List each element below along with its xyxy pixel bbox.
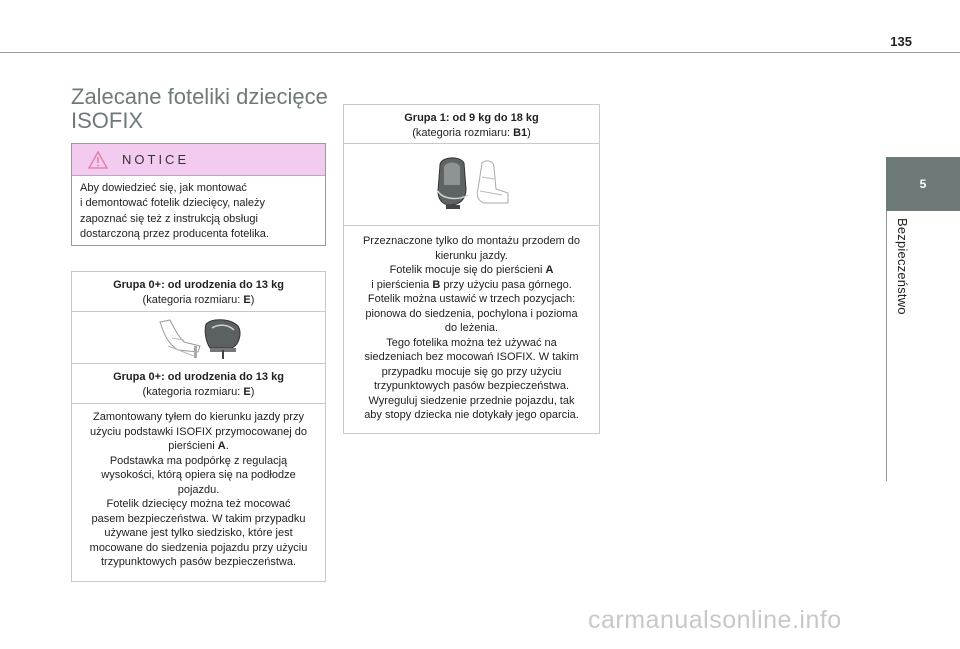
group1-heading: Grupa 1: od 9 kg do 18 kg	[404, 112, 539, 124]
desc-line	[72, 439, 325, 454]
chapter-divider	[886, 211, 887, 481]
ring-label: A	[217, 440, 226, 452]
group1-description	[344, 226, 599, 423]
header-rule	[0, 52, 960, 53]
desc-line: pojazdu.	[177, 483, 220, 496]
desc-line	[344, 263, 599, 278]
group0-heading: Grupa 0+: od urodzenia do 13 kg	[113, 279, 284, 291]
page-title	[71, 85, 341, 133]
category-value: E	[243, 385, 251, 398]
category-prefix: (kategoria rozmiaru:	[142, 293, 244, 306]
page-number: 135	[890, 34, 912, 49]
group1-seat-card	[343, 104, 600, 434]
desc-line: trzypunktowych pasów bezpieczeństwa.	[100, 556, 297, 568]
ring-label: A	[545, 264, 554, 276]
desc-line: trzypunktowych pasów bezpieczeństwa.	[373, 380, 570, 392]
group0-category	[72, 293, 325, 308]
desc-line: kierunku jazdy.	[435, 249, 508, 262]
notice-box	[71, 143, 326, 246]
desc-line: do leżenia.	[444, 322, 499, 334]
desc-line: Wyreguluj siedzenie przednie pojazdu, tak	[368, 394, 575, 407]
desc-text: przy użyciu pasa górnego.	[440, 278, 572, 291]
category-suffix: )	[250, 385, 255, 398]
desc-line: użyciu podstawki ISOFIX przymocowanej do	[89, 425, 308, 438]
desc-line: przypadku mocuje się go przy użyciu	[381, 365, 562, 378]
desc-line: Tego fotelika można też używać na	[386, 336, 557, 349]
chapter-title: Bezpieczeństwo	[895, 218, 910, 315]
category-value: E	[243, 293, 251, 306]
page-title-line1: Zalecane foteliki dziecięce	[71, 84, 328, 109]
desc-text: i pierścienia	[371, 278, 433, 291]
rear-facing-seat-with-base-illustration	[154, 316, 244, 360]
site-watermark[interactable]: carmanualsonline.info	[588, 606, 842, 634]
group0-description	[72, 404, 325, 570]
desc-line: mocowane do siedzenia pojazdu przy użyciu	[89, 541, 308, 554]
category-prefix: (kategoria rozmiaru:	[142, 385, 244, 398]
desc-line: wysokości, którą opiera się na podłodze	[101, 469, 296, 481]
desc-line: używane jest tylko siedzisko, które jest	[104, 527, 293, 539]
desc-text: Fotelik mocuje się do pierścieni	[389, 264, 546, 276]
category-suffix: )	[250, 293, 255, 306]
notice-line: i demontować fotelik dziecięcy, należy	[80, 197, 266, 210]
group1-image-cell	[344, 144, 599, 226]
notice-line: dostarczoną przez producenta fotelika.	[80, 228, 269, 241]
desc-line: Zamontowany tyłem do kierunku jazdy przy	[93, 411, 304, 423]
desc-line: Przeznaczone tylko do montażu przodem do	[362, 235, 581, 247]
desc-text: .	[225, 440, 229, 452]
forward-facing-seat-illustration	[432, 155, 512, 215]
group0-heading-cell	[72, 272, 325, 312]
desc-line	[344, 278, 599, 293]
warning-triangle-icon	[88, 151, 108, 169]
desc-line: pionowa do siedzenia, pochylona i pozioma	[365, 307, 578, 320]
group0-image-cell	[72, 312, 325, 364]
desc-line: aby stopy dziecka nie dotykały jego oparcia.	[364, 409, 579, 421]
category-prefix: (kategoria rozmiaru:	[412, 126, 514, 139]
category-value: B1	[513, 126, 528, 139]
notice-header	[72, 144, 325, 176]
chapter-tab[interactable]: 5	[886, 157, 960, 211]
desc-line: Fotelik można ustawić w trzech pozycjach:	[367, 293, 576, 305]
category-suffix: )	[527, 126, 531, 139]
notice-line: Aby dowiedzieć się, jak montować	[80, 182, 247, 194]
desc-line: siedzeniach bez mocowań ISOFIX. W takim	[364, 351, 579, 363]
notice-label: NOTICE	[122, 152, 190, 167]
ring-label: B	[432, 278, 441, 291]
desc-line: pasem bezpieczeństwa. W takim przypadku	[91, 512, 306, 525]
group0-seat-card	[71, 271, 326, 582]
group1-heading-cell	[344, 105, 599, 144]
page-title-line2: ISOFIX	[71, 108, 144, 133]
group1-category	[344, 126, 599, 141]
desc-line: Fotelik dziecięcy można też mocować	[106, 498, 291, 510]
notice-line: zapoznać się też z instrukcją obsługi	[80, 212, 258, 225]
notice-text	[72, 176, 325, 243]
desc-text: pierścieni	[168, 440, 218, 452]
desc-line: Podstawka ma podpórkę z regulacją	[109, 454, 288, 467]
group0-heading2-cell	[72, 364, 325, 404]
group0-category-repeat	[72, 385, 325, 400]
group0-heading-repeat: Grupa 0+: od urodzenia do 13 kg	[113, 371, 284, 383]
